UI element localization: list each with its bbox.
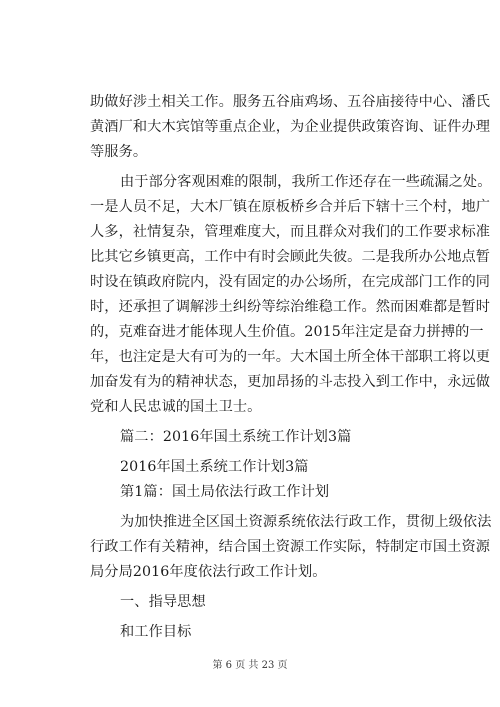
paragraph-line: 年，也注定是大有可为的一年。大木国土所全体干部职工将以更 <box>90 349 491 365</box>
paragraph-line: 黄酒厂和大木宾馆等重点企业，为企业提供政策咨询、证件办理 <box>90 119 491 135</box>
list-heading-continuation: 和工作目标 <box>120 624 192 640</box>
paragraph-line: 由于部分客观困难的限制，我所工作还存在一些疏漏之处。 <box>120 174 492 190</box>
chapter-heading: 第1篇：国土局依法行政工作计划 <box>120 484 330 500</box>
paragraph-line: 助做好涉土相关工作。服务五谷庙鸡场、五谷庙接待中心、潘氏 <box>90 94 491 110</box>
paragraph-line: 人多，社情复杂，管理难度大，而且群众对我们的工作要求标准 <box>90 224 491 240</box>
page-footer <box>0 656 500 671</box>
paragraph-line: 行政工作有关精神，结合国土资源工作实际，特制定市国土资源 <box>90 539 491 555</box>
paragraph-line: 局分局2016年度依法行政工作计划。 <box>90 564 327 580</box>
paragraph-line: 时，还承担了调解涉土纠纷等综治维稳工作。然而困难都是暂时 <box>90 299 491 315</box>
paragraph-line: 时设在镇政府院内，没有固定的办公场所，在完成部门工作的同 <box>90 274 491 290</box>
paragraph-line: 党和人民忠诚的国土卫士。 <box>90 399 262 415</box>
section-heading: 篇二：2016年国土系统工作计划3篇 <box>120 429 352 445</box>
paragraph-line: 加奋发有为的精神状态，更加昂扬的斗志投入到工作中，永远做 <box>90 374 491 390</box>
document-title: 2016年国土系统工作计划3篇 <box>120 459 309 475</box>
paragraph-line: 一是人员不足，大木厂镇在原板桥乡合并后下辖十三个村，地广 <box>90 199 491 215</box>
page-number-text: 第 6 页 共 23 页 <box>212 660 288 671</box>
paragraph-line: 的，克难奋进才能体现人生价值。2015年注定是奋力拼搏的一 <box>90 324 484 340</box>
list-heading: 一、指导思想 <box>120 594 206 610</box>
paragraph-line: 为加快推进全区国土资源系统依法行政工作，贯彻上级依法 <box>120 514 492 530</box>
paragraph-line: 比其它乡镇更高，工作中有时会顾此失彼。二是我所办公地点暂 <box>90 249 491 265</box>
paragraph-line: 等服务。 <box>90 144 148 160</box>
